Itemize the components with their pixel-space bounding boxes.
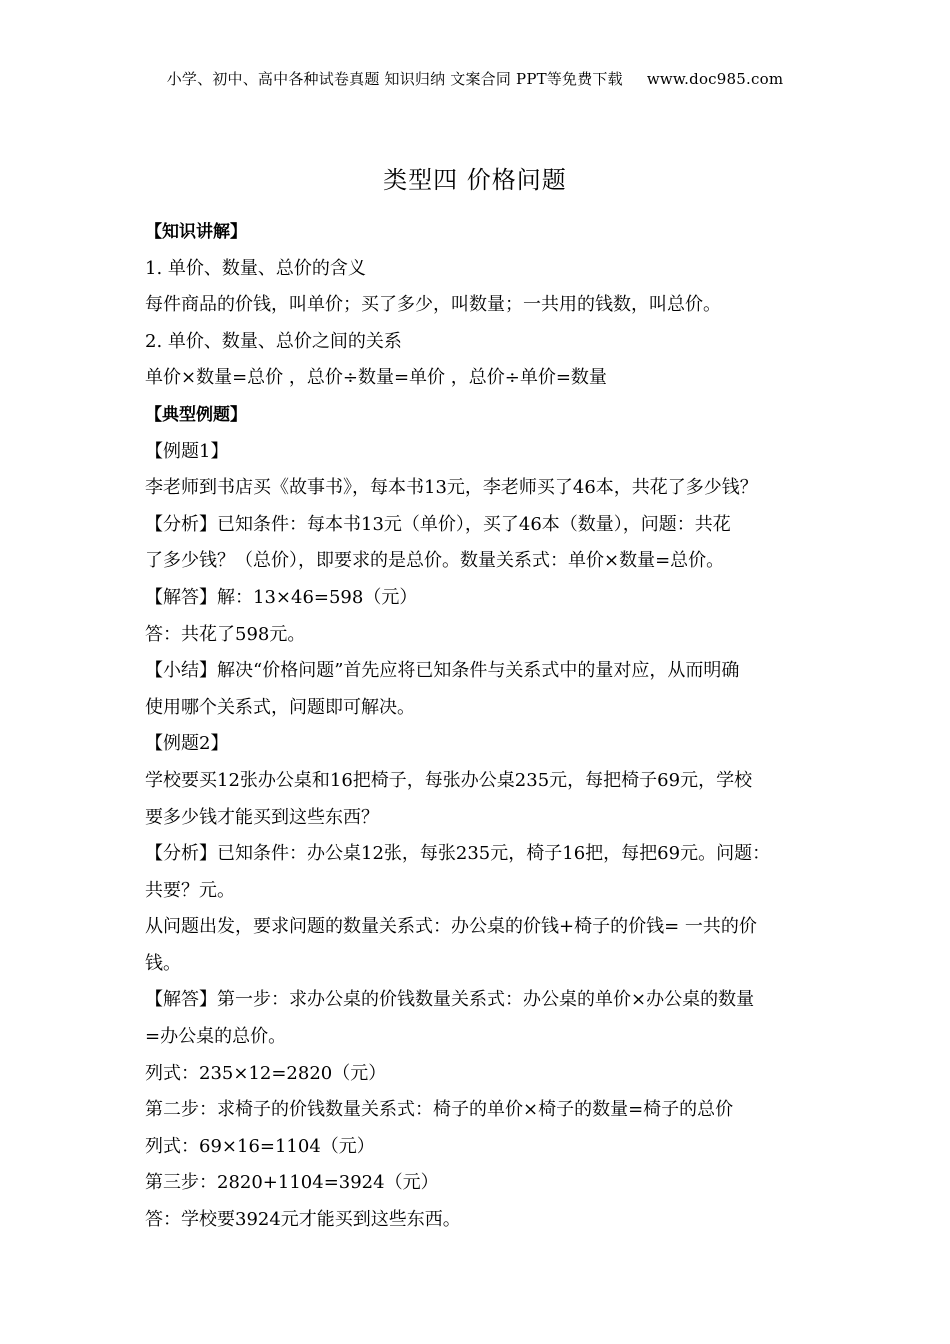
text-line: 从问题出发，要求问题的数量关系式：办公桌的价钱+椅子的价钱= 一共的价 [145, 916, 757, 938]
page-header [0, 68, 950, 89]
text-line: 【小结】解决“价格问题”首先应将已知条件与关系式中的量对应，从而明确 [145, 660, 740, 682]
header-site: www.doc985.com [646, 70, 784, 88]
document-title: 类型四 价格问题 [383, 166, 567, 194]
header-text: 小学、初中、高中各种试卷真题 知识归纳 文案合同 PPT等免费下载 [166, 70, 623, 88]
text-line: 钱。 [145, 952, 181, 974]
text-line: 2. 单价、数量、总价之间的关系 [145, 330, 402, 352]
text-line: =办公桌的总价。 [145, 1026, 287, 1048]
text-line: 第三步：2820+1104=3924（元） [145, 1172, 439, 1194]
text-line: 学校要买12张办公桌和16把椅子，每张办公桌235元，每把椅子69元，学校 [145, 769, 753, 791]
text-line: 每件商品的价钱，叫单价；买了多少，叫数量；一共用的钱数，叫总价。 [145, 294, 721, 316]
formula-line: 单价×数量=总价 ，总价÷数量=单价 ，总价÷单价=数量 [145, 367, 607, 389]
section-heading-examples: 【典型例题】 [145, 404, 247, 425]
text-line: 【解答】解：13×46=598（元） [145, 586, 418, 608]
text-line: 列式：235×12=2820（元） [145, 1062, 387, 1084]
text-line: 【分析】已知条件：办公桌12张，每张235元，椅子16把，每把69元。问题： [145, 843, 771, 865]
text-line: 了多少钱？（总价），即要求的是总价。数量关系式：单价×数量=总价。 [145, 550, 725, 572]
document-body [145, 214, 825, 1239]
text-line: 答：共花了598元。 [145, 623, 306, 645]
example-label: 【例题2】 [145, 733, 229, 755]
text-line: 要多少钱才能买到这些东西？ [145, 806, 379, 828]
example-label: 【例题1】 [145, 440, 229, 462]
text-line: 1. 单价、数量、总价的含义 [145, 257, 366, 279]
text-line: 列式：69×16=1104（元） [145, 1135, 375, 1157]
section-heading-knowledge: 【知识讲解】 [145, 222, 247, 242]
text-line: 李老师到书店买《故事书》，每本书13元，李老师买了46本，共花了多少钱？ [145, 477, 758, 499]
text-line: 使用哪个关系式，问题即可解决。 [145, 696, 415, 718]
text-line: 答：学校要3924元才能买到这些东西。 [145, 1209, 461, 1231]
text-line: 【解答】第一步：求办公桌的价钱数量关系式：办公桌的单价×办公桌的数量 [145, 989, 755, 1011]
text-line: 共要？元。 [145, 879, 235, 901]
text-line: 【分析】已知条件：每本书13元（单价），买了46本（数量），问题：共花 [145, 513, 731, 535]
text-line: 第二步：求椅子的价钱数量关系式：椅子的单价×椅子的数量=椅子的总价 [145, 1099, 734, 1121]
